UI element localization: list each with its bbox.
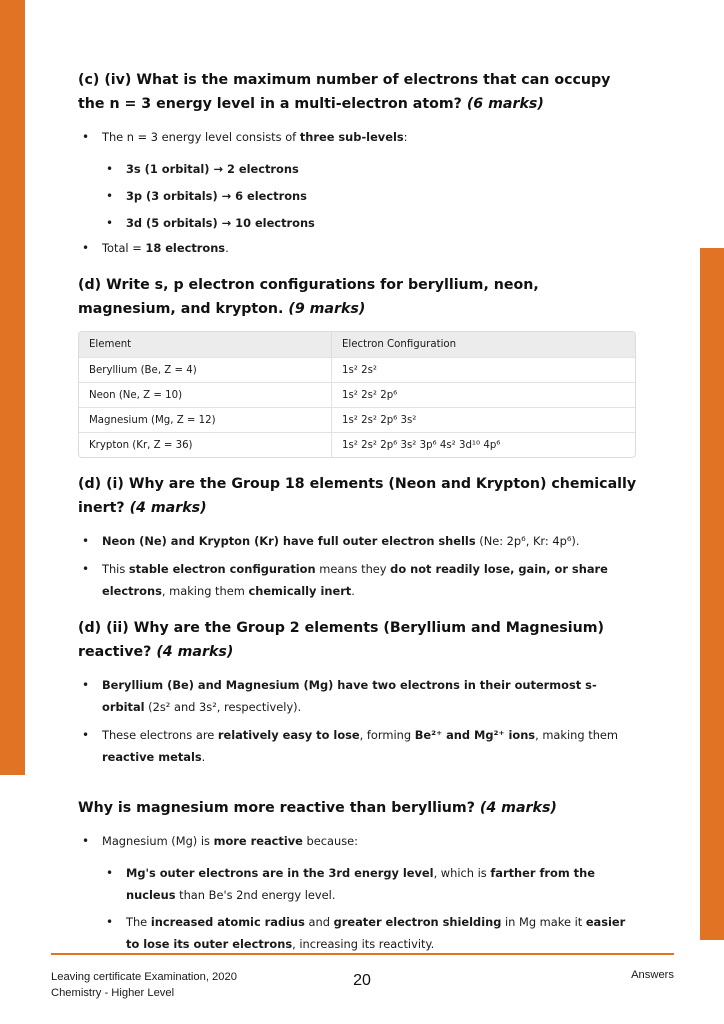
configuration-cell: 1s² 2s² 2p⁶	[332, 382, 635, 407]
answer-list	[78, 830, 638, 955]
question-heading: (d) (ii) Why are the Group 2 elements (Beryllium and Magnesium) reactive? (4 marks)	[78, 620, 604, 660]
configuration-cell: 1s² 2s²	[332, 357, 635, 382]
section-c-iv	[78, 68, 638, 259]
element-cell: Krypton (Kr, Z = 36)	[79, 432, 332, 457]
footer-exam-info	[51, 969, 237, 1001]
section-d-i	[78, 472, 638, 602]
footer-section-label: Answers	[631, 969, 674, 981]
footer-subject: Chemistry - Higher Level	[51, 987, 175, 999]
answer-list	[78, 674, 638, 768]
list-item: • 3p (3 orbitals) → 6 electrons	[78, 185, 638, 207]
table-row	[79, 407, 635, 432]
table-row	[79, 357, 635, 382]
list-item: • This stable electron configuration means they do not readily lose, gain, or share electrons, making them chemically inert.	[78, 558, 638, 602]
footer-divider	[51, 953, 674, 955]
marks-label: (9 marks)	[288, 301, 366, 317]
section-mg-vs-be	[78, 796, 638, 955]
electron-configuration-table	[78, 331, 636, 458]
marks-label: (6 marks)	[466, 96, 544, 112]
page-content	[78, 68, 638, 960]
list-item: • Total = 18 electrons.	[78, 237, 638, 259]
table-row	[79, 382, 635, 407]
table-header-row	[79, 332, 635, 357]
page-number: 20	[353, 972, 371, 989]
element-cell: Magnesium (Mg, Z = 12)	[79, 407, 332, 432]
right-accent-bar	[700, 248, 724, 940]
marks-label: (4 marks)	[129, 500, 207, 516]
question-heading: Why is magnesium more reactive than beryllium? (4 marks)	[78, 800, 557, 816]
list-item: • Neon (Ne) and Krypton (Kr) have full outer electron shells (Ne: 2p⁶, Kr: 4p⁶).	[78, 530, 638, 552]
configuration-cell: 1s² 2s² 2p⁶ 3s²	[332, 407, 635, 432]
list-item: • Beryllium (Be) and Magnesium (Mg) have two electrons in their outermost s-orbital (2s² and 3s², respectively).	[78, 674, 638, 718]
answer-list	[78, 126, 638, 259]
configuration-cell: 1s² 2s² 2p⁶ 3s² 3p⁶ 4s² 3d¹⁰ 4p⁶	[332, 432, 635, 457]
list-item: • The increased atomic radius and greater electron shielding in Mg make it easier to lose its outer electrons, increasing its reactivity.	[78, 911, 638, 955]
list-item: • These electrons are relatively easy to lose, forming Be²⁺ and Mg²⁺ ions, making them reactive metals.	[78, 724, 638, 768]
marks-label: (4 marks)	[479, 800, 557, 816]
question-heading: (d) (i) Why are the Group 18 elements (Neon and Krypton) chemically inert? (4 marks)	[78, 476, 637, 516]
list-item: • 3d (5 orbitals) → 10 electrons	[78, 212, 638, 234]
left-accent-bar	[0, 0, 25, 775]
list-item: • Magnesium (Mg) is more reactive because: • Mg's outer electrons are in the 3rd energy level, which is farther from the nucleus than Be's 2nd energy level. • The increased atomic radius and greater electron shielding in Mg make it easier to lose its outer electrons, increasing its reactivity.	[78, 830, 638, 955]
column-header-element: Element	[79, 332, 332, 357]
reason-list	[78, 862, 638, 955]
list-item: • Mg's outer electrons are in the 3rd energy level, which is farther from the nucleus than Be's 2nd energy level.	[78, 862, 638, 906]
list-item: • The n = 3 energy level consists of three sub-levels: • 3s (1 orbital) → 2 electrons • 3p (3 orbitals) → 6 electrons • 3d (5 orbitals) → 10 electrons	[78, 126, 638, 234]
question-heading: (c) (iv) What is the maximum number of electrons that can occupy the n = 3 energy level in a multi-electron atom? (6 marks)	[78, 72, 611, 112]
sublevel-list	[78, 158, 638, 234]
footer-exam-title: Leaving certificate Examination, 2020	[51, 971, 237, 983]
question-heading: (d) Write s, p electron configurations for beryllium, neon, magnesium, and krypton. (9 marks)	[78, 277, 539, 317]
element-cell: Beryllium (Be, Z = 4)	[79, 357, 332, 382]
answer-list	[78, 530, 638, 602]
section-d	[78, 273, 638, 458]
marks-label: (4 marks)	[156, 644, 234, 660]
element-cell: Neon (Ne, Z = 10)	[79, 382, 332, 407]
list-item: • 3s (1 orbital) → 2 electrons	[78, 158, 638, 180]
column-header-configuration: Electron Configuration	[332, 332, 635, 357]
section-d-ii	[78, 616, 638, 768]
table-row	[79, 432, 635, 457]
